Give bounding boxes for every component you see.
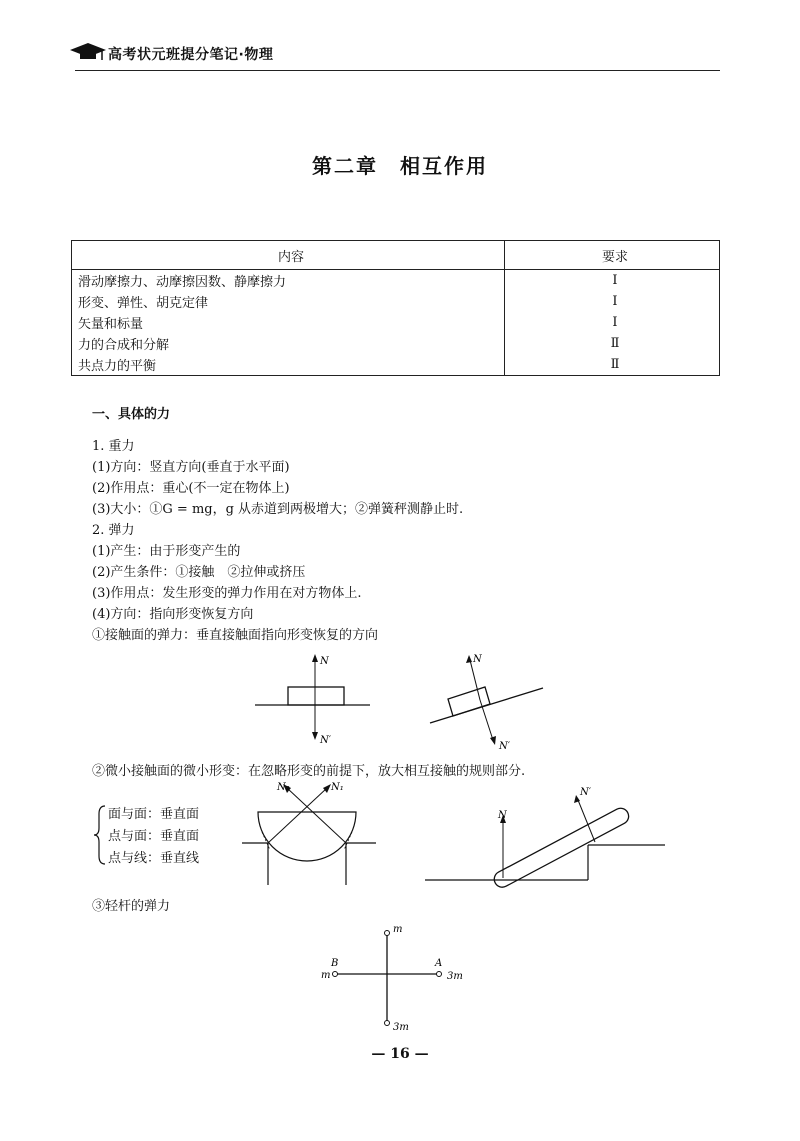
text-line: (2)产生条件：①接触 ②拉伸或挤压 [92,565,306,580]
header-title: 高考状元班提分笔记·物理 [108,47,274,63]
light-rod-cross-diagram [315,922,475,1034]
chapter-title: 第二章 相互作用 [312,154,488,178]
header-rule [75,70,720,71]
text-line: ②微小接触面的微小形变：在忽略形变的前提下，放大相互接触的规则部分. [92,764,526,779]
table-header-row [72,241,720,270]
text-line: (3)大小：①G = mg，g 从赤道到两极增大；②弹簧秤测静止时. [92,502,464,517]
table-row [72,291,720,312]
table-cell-content: 矢量和标量 [72,312,505,333]
table-cell-requirement: Ⅰ [612,273,618,288]
table-cell-requirement: Ⅰ [612,315,618,330]
table-cell-content: 形变、弹性、胡克定律 [72,291,505,312]
label-N-prime: N′ [580,787,592,798]
label-m-left: m [321,970,331,981]
table-cell-content: 力的合成和分解 [72,333,505,354]
section-title: 一、具体的力 [92,407,171,422]
semicircle-slot-diagram [240,780,380,890]
text-line: ③轻杆的弹力 [92,899,171,914]
label-N1: N₁ [331,782,344,793]
page-number: — 16 — [371,1046,429,1062]
label-3m-bottom: 3m [393,1022,409,1033]
label-N2: N₂ [277,782,290,793]
text-line: ①接触面的弹力：垂直接触面指向形变恢复的方向 [92,628,379,643]
table-row [72,333,720,354]
table-cell-requirement: Ⅱ [610,336,620,351]
label-N: N [320,656,329,667]
label-A: A [435,958,443,969]
text-line: (4)方向：指向形变恢复方向 [92,607,254,622]
label-B: B [331,958,339,969]
text-line: (3)作用点：发生形变的弹力作用在对方物体上. [92,586,362,601]
label-N-prime: N′ [499,741,511,752]
brace [93,804,107,866]
label-N: N [473,654,482,665]
incline-block-diagram [425,650,555,755]
flat-block-diagram [250,650,380,750]
requirements-table [71,240,720,376]
brace-item: 面与面：垂直面 [108,807,200,822]
text-line: (1)产生：由于形变产生的 [92,544,241,559]
label-m-top: m [393,924,403,935]
table-row [72,270,720,292]
table-header-content: 内容 [72,241,505,270]
table-row [72,354,720,376]
graduation-cap-icon [68,40,108,64]
table-cell-content: 共点力的平衡 [72,354,505,376]
table-cell-content: 滑动摩擦力、动摩擦因数、静摩擦力 [72,270,505,292]
label-N-prime: N′ [320,735,332,746]
table-cell-requirement: Ⅰ [612,294,618,309]
text-line: 2. 弹力 [92,523,135,538]
text-line: 1. 重力 [92,439,135,454]
table-header-requirement: 要求 [505,241,720,270]
brace-item: 点与面：垂直面 [108,829,200,844]
label-N: N [498,810,507,821]
text-line: (1)方向：竖直方向(垂直于水平面) [92,460,290,475]
label-3m-right: 3m [447,971,463,982]
text-line: (2)作用点：重心(不一定在物体上) [92,481,290,496]
table-row [72,312,720,333]
rod-step-diagram [420,780,670,890]
brace-item: 点与线：垂直线 [108,851,200,866]
table-cell-requirement: Ⅱ [610,357,620,372]
